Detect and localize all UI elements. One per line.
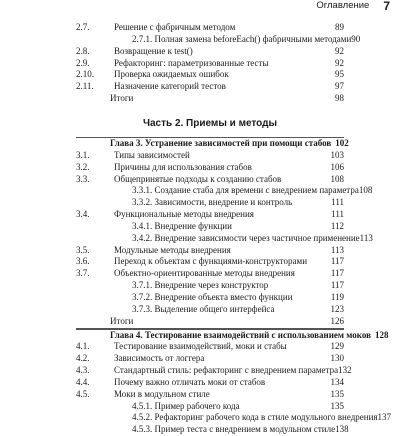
toc-entry-page: 132 [338,365,352,376]
toc-entry-number: 4.4. [76,376,90,387]
toc-entry-title: Глава 3. Устранение зависимостей при помощи стабов [110,138,332,148]
toc-entry-page: 119 [330,291,344,302]
toc-entry-page: 123 [330,303,344,314]
toc-entry-title: Решение с фабричным методом [114,22,236,32]
toc-entry-page: 89 [335,22,344,32]
toc-entry-title: 4.5.3. Пример теста с внедрением в модульном стиле [132,424,336,435]
toc-chapter-entry[interactable] [76,137,349,150]
toc-entry-title: Функциональные методы внедрения [114,209,254,220]
part-heading: Часть 2. Приемы и методы [142,118,278,129]
toc-entry[interactable] [76,256,344,268]
toc-entry-page: 92 [335,45,344,56]
toc-entry-title: Итоги [110,315,134,326]
toc-entry-page: 111 [331,209,344,220]
toc-entry-number: 2.7. [76,22,90,32]
toc-entry-page: 129 [330,341,344,352]
toc-entry[interactable] [76,304,344,316]
toc-entry-title: Почему важно отличать моки от стабов [114,376,266,387]
toc-entry[interactable] [76,341,344,353]
toc-entry-title: Возвращение к test() [114,45,193,56]
toc-entry-page: 117 [330,280,344,291]
toc-entry-page: 103 [330,149,344,160]
running-head [316,0,390,16]
toc-entry-page: 97 [335,81,344,92]
toc-entry-number: 3.5. [76,244,90,255]
toc-entry-page: 117 [330,268,344,279]
toc-entry-title: 3.3.2. Зависимости, внедрение и контроль [132,197,293,208]
toc-entry[interactable] [76,174,344,186]
toc-entry-title: 3.4.2. Внедрение зависимости через частичное применение [132,232,360,243]
toc-entry[interactable] [76,412,392,424]
toc-entry-title: Переход к объектам с функциями-конструкторами [114,256,308,267]
toc-section-part2 [76,137,392,436]
toc-entry-page: 135 [330,400,344,411]
toc-entry[interactable] [76,232,373,245]
toc-entry-title: 3.3.1. Создание стаба для времени с внедрением параметра [132,185,359,196]
toc-entry-title: Общепринятые подходы к созданию стабов [114,173,282,184]
toc-entry-page: 111 [331,197,344,208]
toc-entry-number: 3.7. [76,268,90,279]
toc-entry-number: 2.9. [76,57,90,68]
toc-entry-number: 4.3. [76,365,90,376]
toc-entry-number: 3.1. [76,149,90,160]
toc-section-part1 [76,22,361,105]
toc-entry[interactable] [76,316,344,329]
toc-entry-page: 112 [330,220,344,231]
toc-entry-number: 4.1. [76,341,90,352]
toc-entry[interactable] [76,22,344,34]
toc-entry-page: 106 [330,161,344,172]
toc-entry-title: Типы зависимостей [114,149,190,160]
toc-entry-title: 4.5.2. Рефакторинг рабочего кода в стиле модульного внедрения [132,412,378,423]
toc-entry-title: Моки в модульном стиле [114,388,210,399]
toc-entry[interactable] [76,185,373,197]
toc-entry-number: 3.3. [76,173,90,184]
toc-entry[interactable] [76,93,344,105]
toc-entry[interactable] [76,401,344,413]
toc-entry[interactable] [76,162,344,174]
toc-entry[interactable] [76,377,344,389]
toc-entry-page: 137 [377,412,392,423]
toc-entry-title: Стандартный стиль: рефакторинг с внедрением параметра [114,365,339,376]
toc-entry-number: 3.2. [76,161,90,172]
toc-entry-title: 3.4.1. Внедрение функции [132,220,232,231]
toc-entry-title: 3.7.1. Внедрение через конструктор [132,280,269,291]
toc-entry-page: 130 [330,353,344,364]
toc-entry-page: 98 [335,93,344,104]
toc-entry-title: 3.7.2. Внедрение объекта вместо функции [132,291,293,302]
toc-entry[interactable] [76,389,344,401]
toc-entry[interactable] [76,365,352,377]
toc-entry[interactable] [76,424,349,436]
toc-entry-page: 108 [330,173,344,184]
toc-entry[interactable] [76,292,344,304]
toc-entry-page: 117 [330,256,344,267]
toc-entry-page: 113 [359,232,373,243]
toc-entry-number: 4.2. [76,353,90,364]
toc-entry-title: 4.5.1. Пример рабочего кода [132,400,240,411]
toc-entry-title: Объектно-ориентированные методы внедрения [114,268,295,279]
toc-entry-title: 2.7.1. Полная замена beforeEach() фабричными методами [132,33,352,44]
toc-entry[interactable] [76,245,344,257]
toc-entry-page: 102 [335,138,349,148]
toc-entry-title: Глава 4. Тестирование взаимодействий с использованием моков [110,329,371,340]
toc-entry-title: Рефакторинг: параметризованные тесты [114,57,269,68]
toc-entry-page: 113 [330,244,344,255]
toc-entry-number: 3.4. [76,209,90,220]
toc-entry[interactable] [76,81,344,93]
toc-entry[interactable] [76,353,344,365]
toc-entry-title: Назначение категорий тестов [114,81,226,92]
toc-entry-title: Зависимость от логгера [114,353,205,364]
toc-entry-title: Проверка ожидаемых ошибок [114,69,229,80]
toc-entry-title: 3.7.3. Выделение общего интерфейса [132,303,275,314]
toc-entry[interactable] [76,221,344,233]
running-head-title: Оглавление [316,0,370,11]
toc-entry[interactable] [76,280,344,292]
toc-entry[interactable] [76,150,344,162]
toc-entry-page: 128 [375,329,389,340]
toc-entry[interactable] [76,197,344,209]
toc-entry-page: 138 [335,424,349,435]
toc-entry-title: Итоги [110,93,134,104]
toc-entry[interactable] [76,58,344,70]
toc-entry-page: 135 [330,388,344,399]
toc-chapter-entry[interactable] [76,329,389,342]
toc-entry-number: 4.5. [76,388,90,399]
toc-entry-page: 108 [358,185,373,196]
toc-entry[interactable] [76,268,344,280]
toc-entry-page: 134 [330,376,344,387]
toc-entry-number: 2.11. [76,81,94,92]
toc-entry-page: 90 [351,33,361,44]
toc-entry-number: 2.8. [76,45,90,56]
toc-entry-title: Причины для использования стабов [114,161,252,172]
toc-entry-title: Тестирование взаимодействий, моки и стабы [114,341,287,352]
toc-entry[interactable] [76,46,344,58]
toc-entry-page: 95 [335,69,344,80]
toc-entry-number: 2.10. [76,69,94,80]
toc-entry-page: 126 [330,315,344,326]
toc-entry-number: 3.6. [76,256,90,267]
toc-entry-page: 92 [335,57,344,68]
page-number: 7 [383,0,390,13]
toc-entry-title: Модульные методы внедрения [114,244,231,255]
toc-entry[interactable] [76,209,344,221]
toc-entry[interactable] [76,69,344,81]
toc-entry[interactable] [76,33,361,46]
